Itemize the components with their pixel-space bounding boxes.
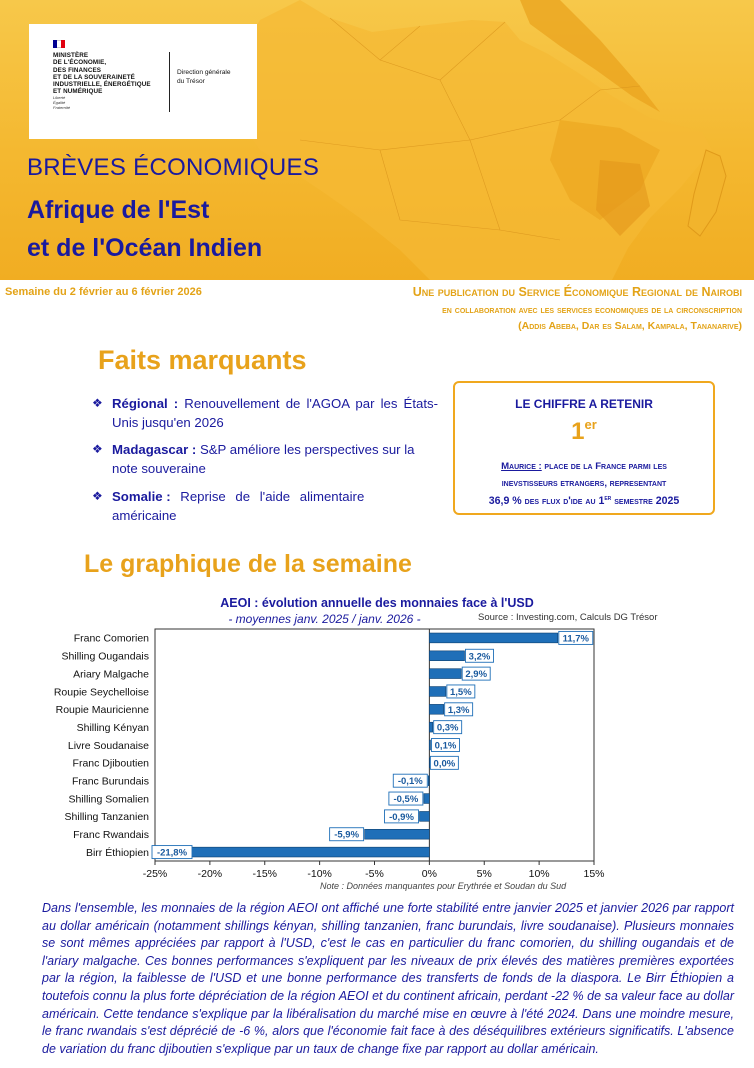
publication-credit: Une publication du Service Économique Regional de Nairobi xyxy=(412,285,742,299)
direction-name: Direction générale du Trésor xyxy=(177,69,231,85)
chart-subtitle: - moyennes janv. 2025 / janv. 2026 - xyxy=(228,612,421,626)
x-tick-label: -15% xyxy=(252,868,278,880)
fact-text: S&P améliore les perspectives sur la note souveraine xyxy=(112,442,415,476)
data-label: -0,1% xyxy=(397,776,423,788)
key-figure-number: 1er xyxy=(571,417,597,445)
week-dates: Semaine du 2 février au 6 février 2026 xyxy=(5,286,202,298)
ministry-name: MINISTÈRE DE L'ÉCONOMIE, DES FINANCES ET DE LA SOUVERAINETÉ INDUSTRIELLE, ÉNERGÉTIQUE ET NUMÉRIQUE xyxy=(53,52,151,96)
data-label: 11,7% xyxy=(562,633,589,645)
category-label: Shilling Somalien xyxy=(68,793,149,806)
bar xyxy=(429,704,443,714)
graph-section-heading: Le graphique de la semaine xyxy=(84,550,412,578)
category-label: Shilling Tanzanien xyxy=(64,811,149,824)
fact-label: Régional : xyxy=(112,396,179,411)
french-flag-icon xyxy=(53,40,65,48)
category-label: Livre Soudanaise xyxy=(67,739,149,752)
data-label: -0,9% xyxy=(389,811,414,823)
key-figure-box xyxy=(453,381,715,515)
x-tick-label: -25% xyxy=(142,868,168,880)
data-label: -21,8% xyxy=(156,847,188,859)
data-label: 1,3% xyxy=(447,704,470,716)
bar xyxy=(424,794,429,804)
data-label: 1,5% xyxy=(450,686,472,698)
bar xyxy=(365,829,430,839)
key-figure-line2: inevstisseurs etrangers, representant xyxy=(501,478,667,489)
analysis-paragraph: Dans l'ensemble, les monnaies de la région AEOI ont affiché une forte stabilité entre janvier 2025 et janvier 2026 par rapport au dollar américain (notamment shillings kényan, shilling tanzanien, franc burundais, livre soudanaise). Plusieurs monnaies se sont mêmes appréciées par rapport à l'USD, c'est le cas en particulier du franc comorien, du shilling ougandais et de l'ariary malgache. Ces bonnes performances s'expliquent par les niveaux de prix élevés des matières premières exportées par la région, la faiblesse de l'USD et une bonne performance des transferts de fonds de la diaspora. Le Birr Éthiopien a toutefois connu la plus forte dépréciation de la région AEOI et du continent africain, perdant -22 % de sa valeur face au dollar américain. Cette tendance s'explique par la libéralisation du marché mise en œuvre à l'été 2024. Dans une moindre mesure, le franc rwandais s'est déprécié de -6 %, alors que l'économie fait face à des déséquilibres extérieurs significatifs. L'absence de variation du franc djiboutien s'explique par un taux de change fixe par rapport au dollar américain. xyxy=(42,901,734,1056)
category-label: Shilling Ougandais xyxy=(61,650,149,663)
region-title-line1: Afrique de l'Est xyxy=(27,196,210,224)
diamond-bullet-icon: ❖ xyxy=(92,396,103,410)
ministry-logo xyxy=(29,24,257,139)
region-title-line2: et de l'Océan Indien xyxy=(27,234,263,262)
fact-label: Madagascar : xyxy=(112,442,197,457)
x-tick-label: 0% xyxy=(421,868,437,880)
plot-frame xyxy=(155,629,594,861)
key-figure-title: LE CHIFFRE A RETENIR xyxy=(515,397,653,411)
fact-item xyxy=(92,394,438,432)
category-label: Birr Éthiopien xyxy=(85,846,149,859)
x-tick-label: 5% xyxy=(476,868,492,880)
key-figure-line3: 36,9 % des flux d'ide au 1er semestre 2025 xyxy=(488,495,680,507)
category-label: Ariary Malgache xyxy=(73,668,149,681)
bar xyxy=(428,776,429,786)
header-banner xyxy=(0,0,754,280)
bar xyxy=(429,722,432,732)
bar xyxy=(429,633,557,643)
bar xyxy=(429,740,430,750)
category-label: Roupie Mauricienne xyxy=(55,704,149,717)
republic-motto: Liberté Égalité Fraternité xyxy=(53,95,71,110)
chart-title: AEOI : évolution annuelle des monnaies face à l'USD xyxy=(220,596,534,610)
category-label: Franc Burundais xyxy=(71,775,149,788)
diamond-bullet-icon: ❖ xyxy=(92,489,103,503)
chart-note: Note : Données manquantes pour Erythrée et Soudan du Sud xyxy=(320,881,567,891)
data-label: -5,9% xyxy=(334,829,360,841)
category-label: Roupie Seychelloise xyxy=(53,686,149,699)
data-label: 0,3% xyxy=(436,722,459,734)
fact-text: Renouvellement de l'AGOA par les États-Unis jusqu'en 2026 xyxy=(112,396,438,430)
data-label: 3,2% xyxy=(468,651,491,663)
logo-divider xyxy=(169,52,170,112)
bar xyxy=(429,758,430,768)
category-label: Franc Djiboutien xyxy=(72,757,149,770)
bar xyxy=(419,811,429,821)
data-label: -0,5% xyxy=(393,794,419,806)
publication-collaboration: en collaboration avec les services economiques de la circonscription xyxy=(442,304,742,316)
data-label: 2,9% xyxy=(465,669,488,681)
bar xyxy=(190,847,429,857)
x-tick-label: -5% xyxy=(365,868,384,880)
chart-source: Source : Investing.com, Calculs DG Trésor xyxy=(478,612,658,623)
currency-bar-chart xyxy=(0,625,754,895)
publication-title: BRÈVES ÉCONOMIQUES xyxy=(27,154,320,181)
data-label: 0,0% xyxy=(433,758,456,770)
category-label: Franc Comorien xyxy=(73,632,149,645)
fact-item xyxy=(92,487,438,525)
x-tick-label: 10% xyxy=(528,868,550,880)
x-tick-label: -10% xyxy=(307,868,332,880)
x-tick-label: -20% xyxy=(197,868,223,880)
bar xyxy=(429,687,445,697)
bar xyxy=(429,651,464,661)
category-label: Franc Rwandais xyxy=(73,829,149,842)
bar xyxy=(429,669,461,679)
data-label: 0,1% xyxy=(434,740,457,752)
fact-item xyxy=(92,440,438,478)
faits-marquants-heading: Faits marquants xyxy=(98,345,307,375)
key-figure-line1: Maurice : place de la France parmi les xyxy=(501,461,667,472)
fact-text: Reprise de l'aide alimentaire américaine xyxy=(112,489,365,523)
fact-label: Somalie : xyxy=(112,489,171,504)
category-label: Shilling Kényan xyxy=(76,721,149,734)
x-tick-label: 15% xyxy=(583,868,605,880)
diamond-bullet-icon: ❖ xyxy=(92,442,103,456)
publication-offices: (Addis Abeba, Dar es Salam, Kampala, Tananarive) xyxy=(518,320,742,332)
